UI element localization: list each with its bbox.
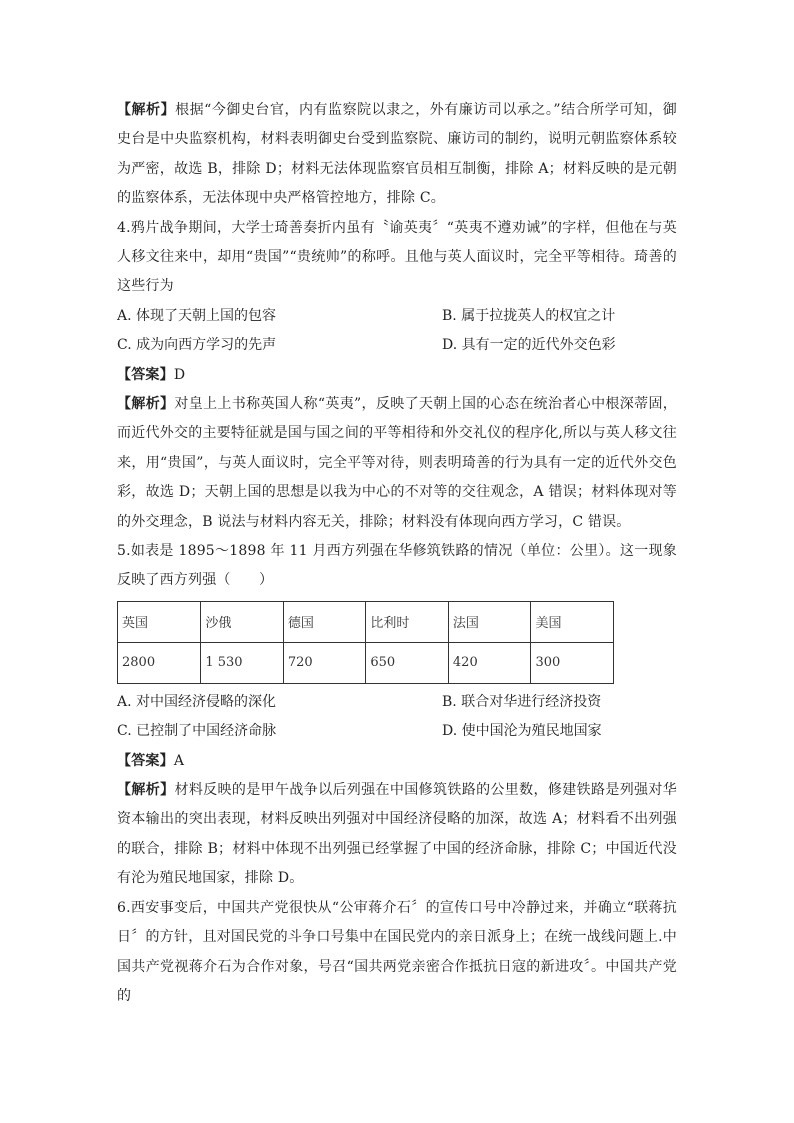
q5-option-c: C. 已控制了中国经济命脉 <box>117 723 277 740</box>
question-5-options-row-2 <box>117 717 677 746</box>
analysis-label: 【解析】 <box>117 396 175 413</box>
answer-label: 【答案】 <box>117 366 174 383</box>
q4-option-c: C. 成为向西方学习的先声 <box>117 337 277 354</box>
q4-option-a: A. 体现了天朝上国的包容 <box>117 307 277 324</box>
table-cell: 300 <box>531 642 614 683</box>
table-cell: 420 <box>448 642 531 683</box>
table-cell: 650 <box>366 642 449 683</box>
table-cell: 1 530 <box>201 642 284 683</box>
analysis-label: 【解析】 <box>117 102 176 118</box>
q5-option-d: D. 使中国沦为殖民地国家 <box>442 723 602 740</box>
table-header-cell: 比利时 <box>366 601 449 642</box>
question-5-answer <box>117 747 677 776</box>
analysis-text: 对皇上上书称英国人称“英夷”，反映了天朝上国的心态在统治者心中根深蒂固，而近代外交的主要特征就是国与国之间的平等相待和外交礼仪的程序化,所以与英人移文往来，用“贵国”，与英人面议时，完全平等对待，则表明琦善的行为具有一定的近代外交色彩，故选 D；天朝上国的思想是以我为中心的不对等的交往观念，A 错误；材料体现对等的外交理念，B 说法与材料内容无关，排除；材料没有体现向西方学习，C 错误。 <box>117 396 677 530</box>
table-header-cell: 英国 <box>118 601 201 642</box>
railway-table <box>117 601 614 684</box>
analysis-label: 【解析】 <box>117 782 175 799</box>
table-header-cell: 德国 <box>283 601 366 642</box>
question-4-options-row-2 <box>117 331 677 360</box>
question-4-stem: 4.鸦片战争期间，大学士琦善奏折内虽有〝谕英夷〞“英夷不遵劝诫”的字样，但他在与英人移文往来中，却用“贵国”“贵统帅”的称呼。且他与英人面议时，完全平等相待。琦善的这些行为 <box>117 219 677 295</box>
table-header-row <box>118 601 614 642</box>
question-5-analysis <box>117 776 677 894</box>
answer-label: 【答案】 <box>117 752 174 769</box>
table-cell: 720 <box>283 642 366 683</box>
document-page <box>117 96 677 1011</box>
analysis-text: 材料反映的是甲午战争以后列强在中国修筑铁路的公里数，修建铁路是列强对华资本输出的突出表现，材料反映出列强对中国经济侵略的加深，故选 A；材料看不出列强的联合，排除 B；材料中体现不出列强已经掌握了中国的经济命脉，排除 C；中国近代没有沦为殖民地国家，排除 D。 <box>117 782 677 887</box>
question-4-options-row-1 <box>117 302 677 331</box>
question-5-options-row-1 <box>117 688 677 717</box>
table-header-cell: 法国 <box>448 601 531 642</box>
question-6-stem: 6.西安事变后，中国共产党很快从“公审蒋介石〞的宣传口号中冷静过来，并确立“联蒋抗日〞的方针，且对国民党的斗争口号集中在国民党内的亲日派身上；在统一战线问题上.中国共产党视蒋介石为合作对象，号召“国共两党亲密合作抵抗日寇的新进攻〞。中国共产党的 <box>117 899 677 1004</box>
q4-option-b: B. 属于拉拢英人的权宜之计 <box>442 307 616 324</box>
question-4-analysis <box>117 390 677 537</box>
question-5-stem: 5.如表是 1895～1898 年 11 月西方列强在华修筑铁路的情况（单位：公里）。这一现象反映了西方列强（ ） <box>117 543 677 589</box>
q5-option-b: B. 联合对华进行经济投资 <box>442 693 602 710</box>
table-row <box>118 642 614 683</box>
answer-value: D <box>173 366 186 383</box>
analysis-text: 根据“今御史台官，内有监察院以隶之，外有廉访司以承之。”结合所学可知，御史台是中央监察机构，材料表明御史台受到监察院、廉访司的制约，说明元朝监察体系较为严密，故选 B，排除 D；材料无法体现监察官员相互制衡，排除 A；材料反映的是元朝的监察体系，无法体现中央严格管控地方，排除 C。 <box>117 102 677 207</box>
q5-option-a: A. 对中国经济侵略的深化 <box>117 693 277 710</box>
answer-value: A <box>173 752 185 769</box>
q4-option-d: D. 具有一定的近代外交色彩 <box>442 337 616 354</box>
table-header-cell: 美国 <box>531 601 614 642</box>
question-4-answer <box>117 361 677 390</box>
table-header-cell: 沙俄 <box>201 601 284 642</box>
table-cell: 2800 <box>118 642 201 683</box>
analysis-paragraph <box>117 96 677 214</box>
